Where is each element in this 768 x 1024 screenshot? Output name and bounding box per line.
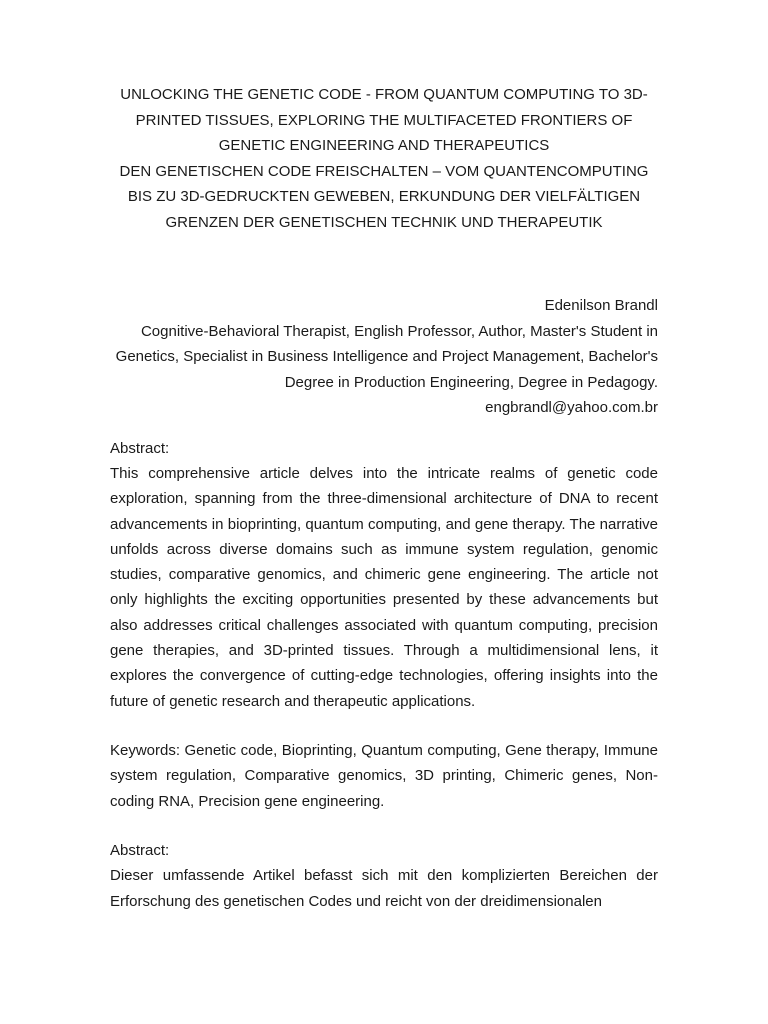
title-german: DEN GENETISCHEN CODE FREISCHALTEN – VOM QUANTENCOMPUTING BIS ZU 3D-GEDRUCKTEN GEWEBEN, ERKUNDUNG DER VIELFÄLTIGEN GRENZEN DER GENETISCHEN TECHNIK UND THERAPEUTIK bbox=[119, 162, 649, 231]
document-page bbox=[110, 82, 658, 914]
abstract-english-label: Abstract: bbox=[110, 439, 170, 457]
title-english: UNLOCKING THE GENETIC CODE - FROM QUANTUM COMPUTING TO 3D-PRINTED TISSUES, EXPLORING THE MULTIFACETED FRONTIERS OF GENETIC ENGINEERING AND THERAPEUTICS bbox=[120, 86, 648, 154]
title-block bbox=[110, 82, 658, 235]
abstract-english-text: This comprehensive article delves into the intricate realms of genetic code exploration, spanning from the three-dimensional architecture of DNA to recent advancements in bioprinting, quantum computing, and gene therapy. The narrative unfolds across diverse domains such as immune system regulation, genomic studies, comparative genomics, and chimeric gene engineering. The article not only highlights the exciting opportunities presented by these advancements but also addresses critical challenges associated with quantum computing, precision gene therapies, and 3D-printed tissues. Through a multidimensional lens, it explores the convergence of cutting-edge technologies, offering insights into the future of genetic research and therapeutic applications. bbox=[110, 465, 658, 710]
abstract-german-label: Abstract: bbox=[110, 841, 170, 859]
author-affiliation: Cognitive-Behavioral Therapist, English Professor, Author, Master's Student in Genetics, Specialist in Business Intelligence and Project Management, Bachelor's Degree in Production Engineering, Degree in Pedagogy. bbox=[115, 322, 658, 391]
keywords: Keywords: Genetic code, Bioprinting, Quantum computing, Gene therapy, Immune system regulation, Comparative genomics, 3D printing, Chimeric genes, Non-coding RNA, Precision gene engineering. bbox=[110, 741, 658, 810]
author-block bbox=[110, 293, 658, 421]
author-email: engbrandl@yahoo.com.br bbox=[485, 399, 658, 416]
author-name: Edenilson Brandl bbox=[544, 297, 658, 314]
abstract-german-text: Dieser umfassende Artikel befasst sich mit den komplizierten Bereichen der Erforschung des genetischen Codes und reicht von der dreidimensionalen bbox=[110, 867, 658, 910]
